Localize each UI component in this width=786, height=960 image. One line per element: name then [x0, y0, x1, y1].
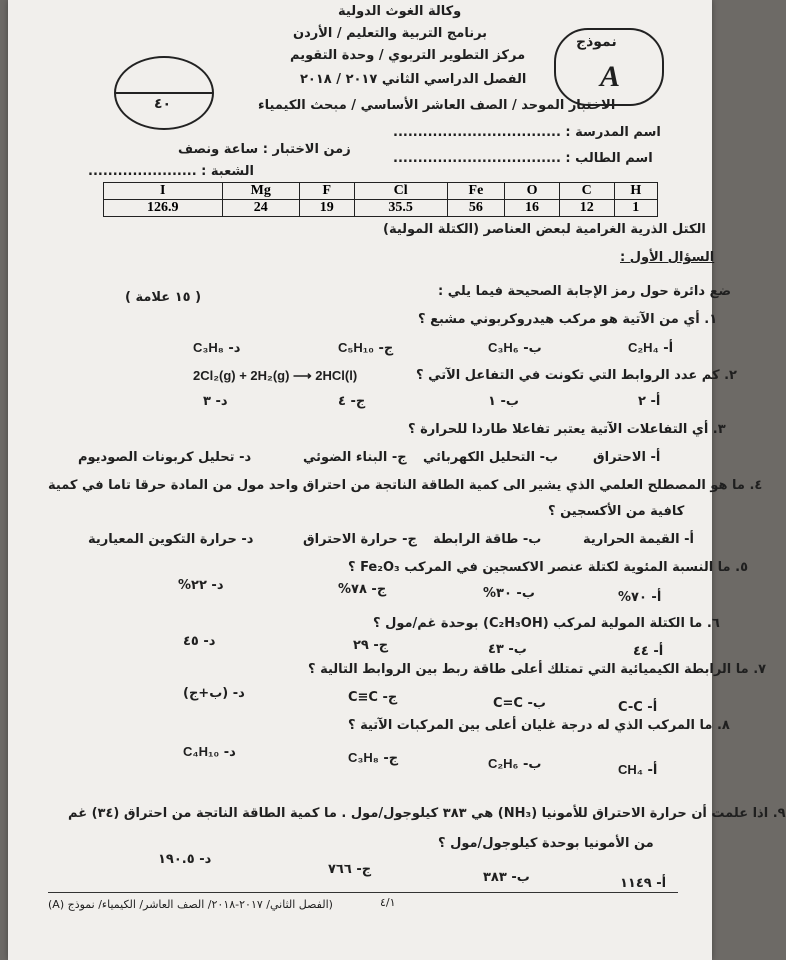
q5-option-c: ج- ٧٨%: [338, 582, 387, 597]
q2-option-c: ج- ٤: [338, 394, 366, 409]
semester-line: الفصل الدراسي الثاني ٢٠١٧ / ٢٠١٨: [300, 72, 527, 87]
q2-option-b: ب- ١: [488, 394, 519, 409]
q2-option-a: أ- ٢: [638, 394, 661, 409]
q7-option-b: ب- C=C: [493, 696, 546, 711]
q8-formula-c: C₃H₈: [348, 750, 379, 765]
school-field: اسم المدرسة : ..................................: [393, 125, 661, 140]
q1-formula-d: C₃H₈: [193, 340, 224, 355]
score-divider: [116, 92, 212, 94]
question-9-line-1: ٩. اذا علمت أن حرارة الاحتراق للأمونيا (NH₃) هي ٣٨٣ كيلوجول/مول . ما كمية الطاقة الناتجة من احتراق (٣٤) غم: [68, 806, 786, 821]
q1-option-a: [628, 340, 673, 356]
q7-option-c: ج- C≡C: [348, 690, 398, 705]
question-1: ١. أي من الآتية هو مركب هيدروكربوني مشبع ؟: [418, 312, 718, 327]
q6-option-c: ج- ٢٩: [353, 638, 389, 653]
page-number: ٤/١: [380, 896, 396, 909]
q3-option-d: د- تحليل كربونات الصوديوم: [78, 450, 252, 465]
question-9-line-2: من الأمونيا بوحدة كيلوجول/مول ؟: [438, 836, 654, 851]
q5-option-b: ب- ٣٠%: [483, 586, 535, 601]
symbol-cell: Fe: [447, 183, 505, 200]
q9-option-c: ج- ٧٦٦: [328, 862, 372, 877]
q9-option-d: د- ١٩٠.٥: [158, 852, 212, 867]
center-name: مركز التطوير التربوي / وحدة التقويم: [290, 48, 526, 63]
symbol-cell: C: [559, 183, 614, 200]
question-4-line-2: كافية من الأكسجين ؟: [548, 504, 685, 519]
table-row-values: [104, 200, 658, 217]
q2-equation: 2Cl₂(g) + 2H₂(g) ⟶ 2HCl(l): [193, 368, 358, 383]
q4-option-c: ج- حرارة الاحتراق: [303, 532, 417, 547]
q1-option-b: [488, 340, 542, 356]
q8-formula-a: CH₄: [618, 762, 643, 777]
symbol-cell: F: [299, 183, 354, 200]
question-6: ٦. ما الكتلة المولية لمركب (C₂H₃OH) بوحدة غم/مول ؟: [373, 616, 720, 631]
q5-option-d: د- ٢٢%: [178, 578, 224, 593]
mass-cell: 1: [614, 200, 657, 217]
q1-option-c: [338, 340, 393, 356]
question-7: ٧. ما الرابطة الكيميائية التي تمتلك أعلى طاقة ربط بين الروابط التالية ؟: [308, 662, 767, 677]
program-name: برنامج التربية والتعليم / الأردن: [293, 26, 488, 41]
section-marks: ( ١٥ علامة ): [125, 290, 202, 305]
question-2: ٢. كم عدد الروابط التي تكونت في التفاعل الآتي ؟: [416, 368, 737, 383]
q6-option-d: د- ٤٥: [183, 634, 216, 649]
q8-option-d: [183, 744, 236, 760]
atomic-mass-table: [103, 182, 658, 217]
q8-letter-b: ب-: [523, 757, 542, 772]
question-3: ٣. أي التفاعلات الآتية يعتبر تفاعلا طاردا للحرارة ؟: [408, 422, 726, 437]
mass-cell: 126.9: [104, 200, 223, 217]
mass-cell: 12: [559, 200, 614, 217]
symbol-cell: I: [104, 183, 223, 200]
q4-option-d: د- حرارة التكوين المعيارية: [88, 532, 254, 547]
q8-letter-a: أ-: [647, 763, 658, 778]
duration-field: زمن الاختبار : ساعة ونصف: [178, 142, 351, 157]
question-8: ٨. ما المركب الذي له درجة غليان أعلى بين المركبات الآتية ؟: [348, 718, 730, 733]
table-caption: الكتل الذرية الغرامية لبعض العناصر (الكتلة المولية): [383, 222, 706, 237]
symbol-cell: Mg: [222, 183, 299, 200]
question-4-line-1: ٤. ما هو المصطلح العلمي الذي يشير الى كمية الطاقة الناتجة من احتراق واحد مول من المادة حرقا تاما في كمية: [48, 478, 763, 493]
q4-option-a: أ- القيمة الحرارية: [583, 532, 695, 547]
mass-cell: 24: [222, 200, 299, 217]
q7-option-d: د- (ب+ج): [183, 686, 245, 701]
model-box: [554, 28, 664, 106]
q8-option-a: [618, 762, 657, 778]
question-5: ٥. ما النسبة المئوية لكتلة عنصر الاكسجين في المركب Fe₂O₃ ؟: [348, 560, 749, 575]
q8-option-b: [488, 756, 541, 772]
symbol-cell: H: [614, 183, 657, 200]
q8-formula-b: C₂H₆: [488, 756, 519, 771]
q1-formula-b: C₃H₆: [488, 340, 519, 355]
section-instruction: ضع دائرة حول رمز الإجابة الصحيحة فيما يلي :: [438, 284, 732, 299]
q1-letter-c: ج-: [378, 341, 394, 356]
q1-letter-b: ب-: [523, 341, 542, 356]
q9-option-a: أ- ١١٤٩: [620, 876, 667, 891]
q8-option-c: [348, 750, 398, 766]
q1-formula-c: C₅H₁₀: [338, 340, 374, 355]
model-letter: A: [600, 60, 621, 93]
q1-letter-d: د-: [228, 341, 241, 356]
section-field: الشعبة : ......................: [88, 164, 254, 179]
table-row-symbols: [104, 183, 658, 200]
agency-name: وكالة الغوث الدولية: [338, 4, 462, 19]
q3-option-b: ب- التحليل الكهربائي: [423, 450, 559, 465]
mass-cell: 56: [447, 200, 505, 217]
symbol-cell: Cl: [354, 183, 447, 200]
q8-letter-c: ج-: [383, 751, 399, 766]
student-field: اسم الطالب : ..................................: [393, 151, 653, 166]
exam-title: الاختبار الموحد / الصف العاشر الأساسي / مبحث الكيمياء: [258, 98, 616, 113]
q6-option-a: أ- ٤٤: [633, 644, 664, 659]
q1-formula-a: C₂H₄: [628, 340, 659, 355]
section-title: السؤال الأول :: [620, 250, 715, 265]
q1-letter-a: أ-: [663, 341, 674, 356]
mass-cell: 19: [299, 200, 354, 217]
model-label: نموذج: [576, 34, 617, 50]
mass-cell: 35.5: [354, 200, 447, 217]
mass-cell: 16: [505, 200, 560, 217]
q7-option-a: أ- C-C: [618, 700, 658, 715]
q6-option-b: ب- ٤٣: [488, 642, 527, 657]
q3-option-c: ج- البناء الضوئي: [303, 450, 407, 465]
footer-divider: [48, 892, 678, 893]
score-total: ٤٠: [154, 96, 172, 112]
symbol-cell: O: [505, 183, 560, 200]
q8-letter-d: د-: [223, 745, 236, 760]
q9-option-b: ب- ٣٨٣: [483, 870, 530, 885]
q8-formula-d: C₄H₁₀: [183, 744, 220, 759]
q3-option-a: أ- الاحتراق: [593, 450, 661, 465]
q4-option-b: ب- طاقة الرابطة: [433, 532, 542, 547]
q1-option-d: [193, 340, 240, 356]
q5-option-a: أ- ٧٠%: [618, 590, 662, 605]
q2-option-d: د- ٣: [203, 394, 228, 409]
exam-paper: [8, 0, 786, 960]
footer-text: (الفصل الثاني/ ٢٠١٧-٢٠١٨/ الصف العاشر/ الكيمياء/ نموذج (A): [48, 898, 333, 911]
score-circle: [114, 56, 214, 130]
